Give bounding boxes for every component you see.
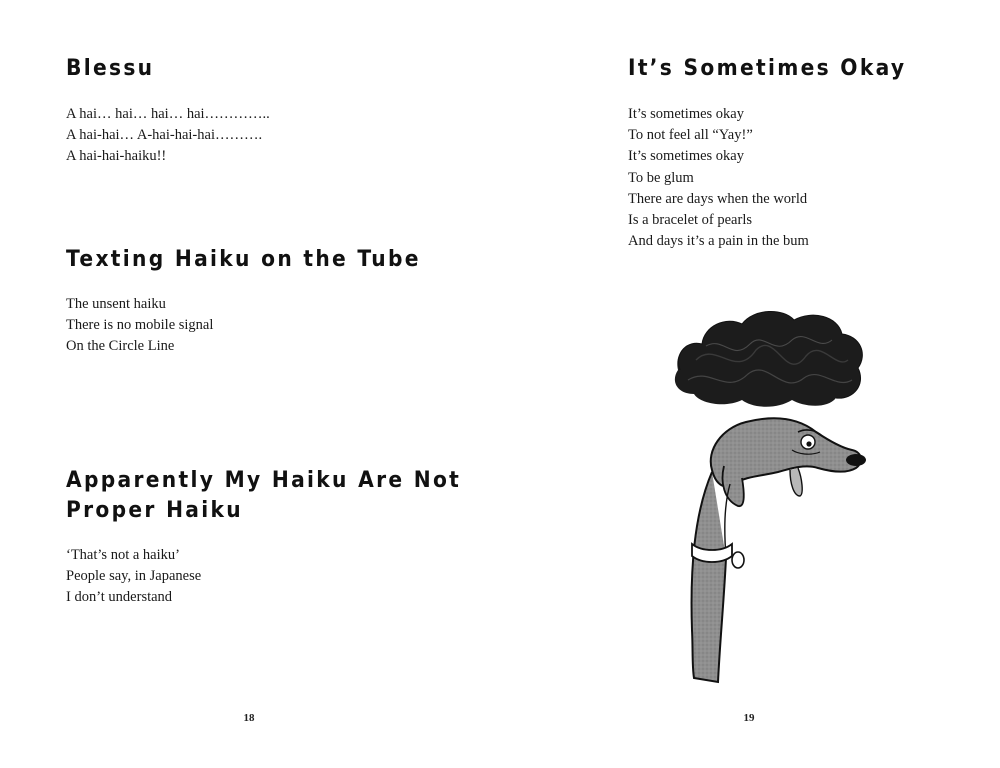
- right-page: [500, 0, 1000, 768]
- poem-blessu: [66, 54, 270, 168]
- poem-line: On the Circle Line: [66, 338, 175, 355]
- storm-cloud-icon: [675, 311, 862, 406]
- poem-texting-haiku: [66, 245, 452, 358]
- poem-line: I don’t understand: [66, 589, 173, 606]
- poem-title: Texting Haiku on the Tube: [66, 247, 421, 272]
- poem-line: The unsent haiku: [66, 296, 166, 312]
- poem-line: Is a bracelet of pearls: [628, 212, 752, 229]
- poem-line: There are days when the world: [628, 190, 808, 207]
- poem-body: [628, 104, 931, 252]
- poem-title-line: Proper Haiku: [66, 498, 243, 523]
- page-number: 18: [243, 712, 255, 724]
- poem-line: And days it’s a pain in the bum: [628, 233, 809, 250]
- poem-line: There is no mobile signal: [66, 317, 214, 334]
- dog-icon: [692, 418, 866, 682]
- poem-line: A hai-hai-haiku!!: [66, 148, 167, 165]
- poem-title: Blessu: [66, 56, 155, 81]
- poem-title-line: Apparently My Haiku Are Not: [66, 468, 462, 493]
- poem-line: It’s sometimes okay: [628, 148, 744, 165]
- poem-body: [66, 104, 270, 168]
- poem-body: [66, 545, 496, 609]
- poem-line: ‘That’s not a haiku’: [66, 547, 180, 563]
- poem-line: It’s sometimes okay: [628, 106, 744, 122]
- poem-apparently-my-haiku: [66, 466, 496, 609]
- poem-line: To not feel all “Yay!”: [628, 127, 753, 144]
- poem-line: A hai-hai… A-hai-hai-hai……….: [66, 127, 263, 144]
- poem-line: To be glum: [628, 169, 694, 186]
- poem-line: A hai… hai… hai… hai…………..: [66, 106, 270, 122]
- page-number: 19: [743, 712, 755, 724]
- poem-title: It’s Sometimes Okay: [628, 56, 907, 81]
- poem-line: People say, in Japanese: [66, 568, 202, 585]
- dog-under-cloud-illustration: [666, 300, 876, 685]
- poem-body: [66, 294, 452, 358]
- poem-its-sometimes-okay: [628, 54, 931, 252]
